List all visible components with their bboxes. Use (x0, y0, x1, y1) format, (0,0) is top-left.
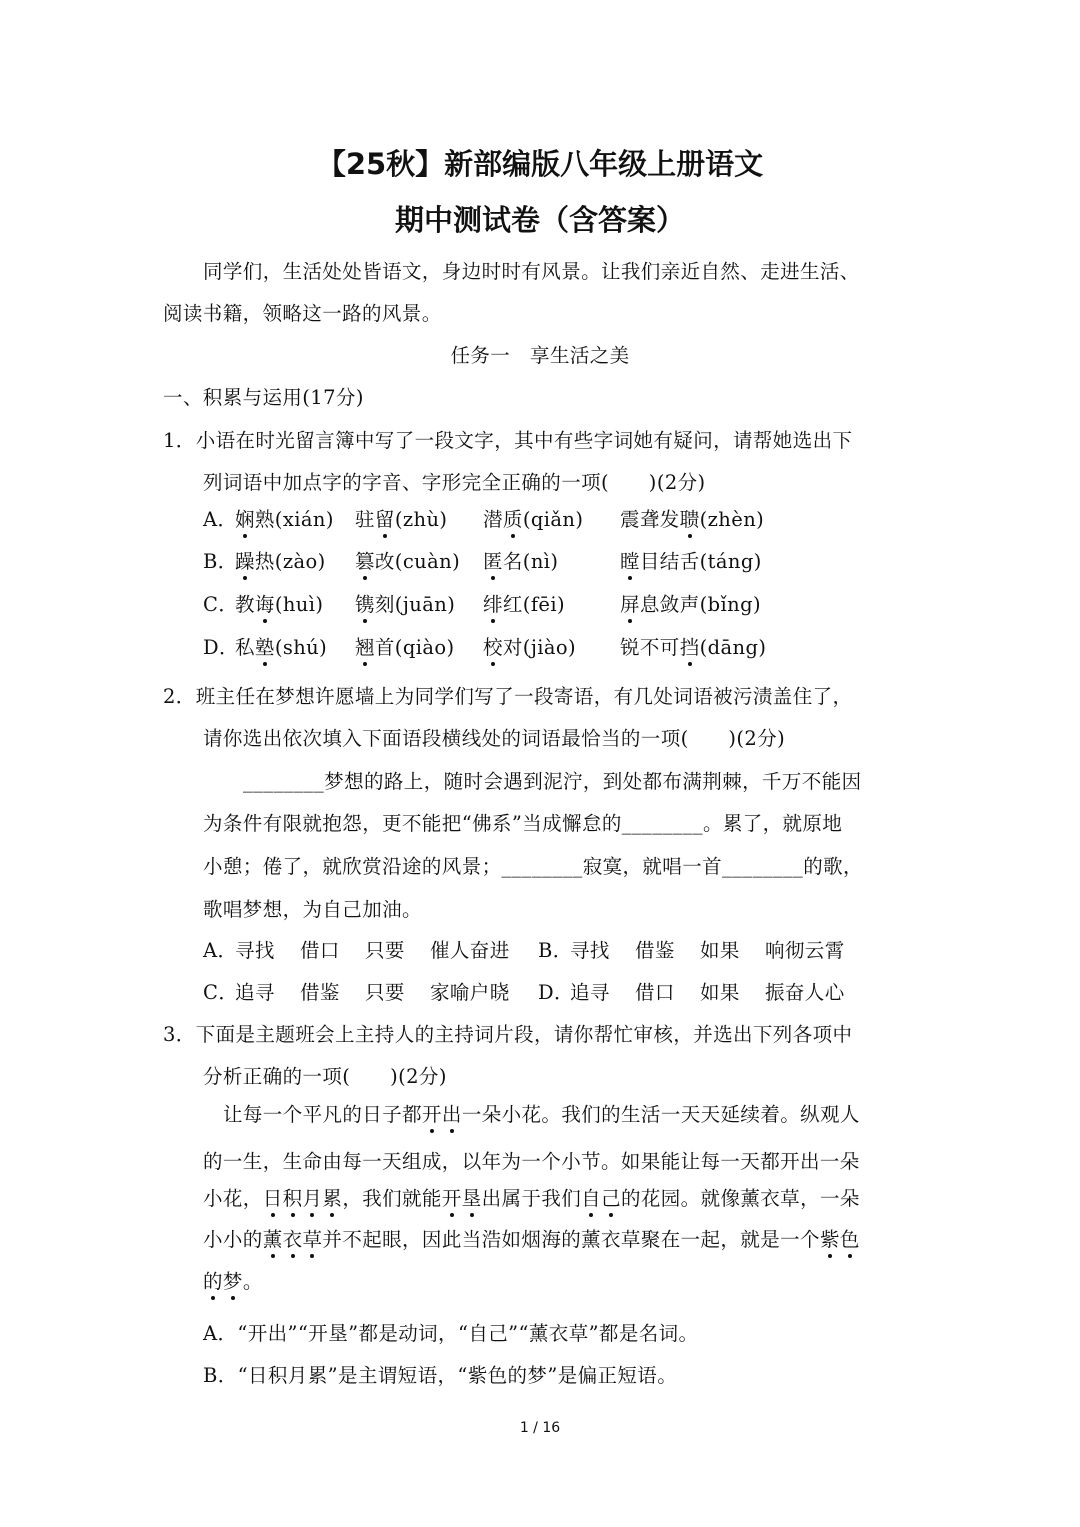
option-word: 校对(jiào) (483, 632, 576, 660)
option-label: B． (203, 550, 238, 573)
emphasis-dot-char: 梦 (223, 1266, 243, 1294)
emphasis-dot-char: 垦 (462, 1183, 482, 1211)
emphasis-dot-char: 校 (483, 632, 503, 660)
q3-passage-line: 的梦。 (203, 1266, 263, 1294)
emphasis-dot-char: 积 (283, 1183, 303, 1211)
q3-option-a: A．“开出”“开垦”都是动词，“自己”“薰衣草”都是名词。 (203, 1322, 699, 1345)
q2-passage-line: ________梦想的路上，随时会遇到泥泞，到处都布满荆棘，千万不能因 (243, 770, 862, 793)
option-label: D． (538, 981, 574, 1004)
emphasis-dot-char: 躁 (235, 546, 255, 574)
emphasis-dot-char: 自 (581, 1183, 601, 1211)
emphasis-dot-char: 聩 (680, 504, 700, 532)
emphasis-dot-char: 累 (322, 1183, 342, 1211)
q3-stem-line-1: 3．下面是主题班会上主持人的主持词片段，请你帮忙审核，并选出下列各项中 (163, 1023, 853, 1046)
option-word: 追寻 (570, 981, 610, 1004)
emphasis-dot-char: 月 (303, 1183, 323, 1211)
option-word: 翘首(qiào) (355, 632, 455, 660)
q3-passage-line: 让每一个平凡的日子都开出一朵小花。我们的生活一天天延续着。纵观人 (223, 1099, 860, 1127)
option-word: 绯红(fēi) (483, 589, 565, 617)
option-word: 家喻户晓 (430, 981, 510, 1004)
option-word: 屏息敛声(bǐng) (620, 589, 761, 617)
q1-option-d (203, 632, 767, 660)
option-word: 私塾(shú) (235, 632, 327, 660)
option-label: A． (203, 508, 238, 531)
option-word: 借鉴 (635, 939, 675, 962)
q2-option-a (203, 935, 510, 963)
option-word: 响彻云霄 (765, 939, 845, 962)
emphasis-dot-char: 瞠 (620, 546, 640, 574)
task-heading: 任务一 享生活之美 (450, 344, 630, 367)
option-label: A． (203, 939, 238, 962)
q3-passage-line: 的一生，生命由每一天组成，以年为一个小节。如果能让每一天都开出一朵 (203, 1150, 860, 1173)
q3-stem-line-2: 分析正确的一项( )(2分) (203, 1065, 447, 1088)
option-word: 教诲(huì) (235, 589, 323, 617)
option-word: 追寻 (235, 981, 275, 1004)
q2-stem-line-1: 2．班主任在梦想许愿墙上为同学们写了一段寄语，有几处词语被污渍盖住了， (163, 685, 853, 708)
emphasis-dot-char: 日 (263, 1183, 283, 1211)
emphasis-dot-char: 草 (303, 1224, 323, 1252)
option-label: D． (203, 636, 239, 659)
emphasis-dot-char: 留 (375, 504, 395, 532)
q2-passage-line: 为条件有限就抱怨，更不能把“佛系”当成懈怠的________。累了，就原地 (203, 812, 843, 835)
option-word: 寻找 (235, 939, 275, 962)
emphasis-dot-char: 开 (442, 1183, 462, 1211)
option-word: 娴熟(xián) (235, 504, 334, 532)
option-word: 借口 (635, 981, 675, 1004)
q1-stem-line-1: 1．小语在时光留言簿中写了一段文字，其中有些字词她有疑问，请帮她选出下 (163, 429, 853, 452)
section-heading: 一、积累与运用(17分) (163, 386, 364, 409)
option-word: 震聋发聩(zhèn) (620, 504, 764, 532)
q3-passage-line: 小花，日积月累，我们就能开垦出属于我们自己的花园。就像薰衣草，一朵 (203, 1183, 860, 1211)
option-word: 镌刻(juān) (355, 589, 455, 617)
q1-option-a (203, 504, 765, 532)
option-word: 借鉴 (300, 981, 340, 1004)
title-line-2: 期中测试卷（含答案） (394, 203, 685, 237)
emphasis-dot-char: 翘 (355, 632, 375, 660)
option-label: B． (538, 939, 573, 962)
emphasis-dot-char: 匿 (483, 546, 503, 574)
emphasis-dot-char: 质 (503, 504, 523, 532)
option-label: C． (203, 593, 239, 616)
q2-passage-line: 歌唱梦想，为自己加油。 (203, 898, 422, 921)
emphasis-dot-char: 屏 (620, 589, 640, 617)
emphasis-dot-char: 娴 (235, 504, 255, 532)
option-word: 振奋人心 (765, 981, 845, 1004)
option-word: 如果 (700, 981, 740, 1004)
option-word: 匿名(nì) (483, 546, 558, 574)
q1-stem-line-2: 列词语中加点字的字音、字形完全正确的一项( )(2分) (203, 471, 706, 494)
emphasis-dot-char: 开 (422, 1099, 442, 1127)
q2-option-d (538, 977, 845, 1005)
emphasis-dot-char: 挡 (680, 632, 700, 660)
option-word: 寻找 (570, 939, 610, 962)
emphasis-dot-char: 镌 (355, 589, 375, 617)
option-word: 只要 (365, 981, 405, 1004)
option-word: 潜质(qiǎn) (483, 504, 583, 532)
emphasis-dot-char: 紫 (820, 1224, 840, 1252)
emphasis-dot-char: 的 (203, 1266, 223, 1294)
q2-option-c (203, 977, 510, 1005)
page-number: 1 / 16 (519, 1420, 561, 1436)
emphasis-dot-char: 篡 (355, 546, 375, 574)
option-word: 催人奋进 (430, 939, 510, 962)
option-word: 瞠目结舌(táng) (620, 546, 762, 574)
q3-passage-line: 小小的薰衣草并不起眼，因此当浩如烟海的薰衣草聚在一起，就是一个紫色 (203, 1224, 860, 1252)
option-word: 篡改(cuàn) (355, 546, 460, 574)
emphasis-dot-char: 绯 (483, 589, 503, 617)
option-word: 锐不可挡(dāng) (620, 632, 766, 660)
intro-line-1: 同学们，生活处处皆语文，身边时时有风景。让我们亲近自然、走进生活、 (203, 260, 860, 283)
emphasis-dot-char: 衣 (283, 1224, 303, 1252)
emphasis-dot-char: 己 (601, 1183, 621, 1211)
emphasis-dot-char: 诲 (255, 589, 275, 617)
q3-option-b: B．“日积月累”是主谓短语，“紫色的梦”是偏正短语。 (203, 1364, 678, 1387)
q2-stem-line-2: 请你选出依次填入下面语段横线处的词语最恰当的一项( )(2分) (203, 727, 786, 750)
option-word: 躁热(zào) (235, 546, 326, 574)
q1-option-b (203, 546, 762, 574)
option-word: 只要 (365, 939, 405, 962)
option-word: 借口 (300, 939, 340, 962)
q2-passage-line: 小憩；倦了，就欣赏沿途的风景；________寂寞，就唱一首________的歌， (203, 855, 863, 878)
intro-line-2: 阅读书籍，领略这一路的风景。 (163, 302, 442, 325)
q2-option-b (538, 935, 845, 963)
option-word: 如果 (700, 939, 740, 962)
q1-option-c (203, 589, 761, 617)
emphasis-dot-char: 薰 (263, 1224, 283, 1252)
emphasis-dot-char: 塾 (255, 632, 275, 660)
emphasis-dot-char: 色 (840, 1224, 860, 1252)
option-word: 驻留(zhù) (355, 504, 447, 532)
option-label: C． (203, 981, 239, 1004)
title-line-1: 【25秋】新部编版八年级上册语文 (316, 147, 764, 181)
emphasis-dot-char: 出 (442, 1099, 462, 1127)
